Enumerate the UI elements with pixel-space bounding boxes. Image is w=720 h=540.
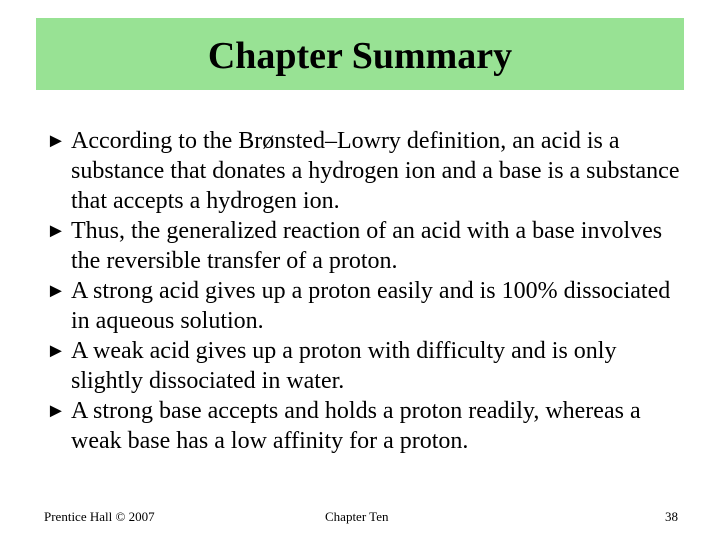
bullet-text: A strong base accepts and holds a proton readily, whereas a weak base has a low affinity for a proton. bbox=[71, 398, 641, 454]
slide-title: Chapter Summary bbox=[207, 35, 513, 77]
triangle-bullet-icon: ► bbox=[46, 280, 66, 302]
bullet-text: Thus, the generalized reaction of an acid with a base involves the reversible transfer of a proton. bbox=[71, 218, 663, 274]
bullet-item bbox=[46, 126, 686, 216]
bullet-item bbox=[46, 216, 686, 276]
triangle-bullet-icon: ► bbox=[46, 400, 66, 422]
bullet-item bbox=[46, 396, 686, 456]
footer-copyright: Prentice Hall © 2007 bbox=[44, 509, 155, 524]
triangle-bullet-icon: ► bbox=[46, 130, 66, 152]
bullet-item bbox=[46, 336, 686, 396]
bullet-text: A strong acid gives up a proton easily and is 100% dissociated in aqueous solution. bbox=[71, 278, 671, 334]
triangle-bullet-icon: ► bbox=[46, 220, 66, 242]
bullet-item bbox=[46, 276, 686, 336]
bullet-text: A weak acid gives up a proton with difficulty and is only slightly dissociated in water. bbox=[71, 338, 617, 394]
footer-chapter: Chapter Ten bbox=[325, 509, 389, 524]
title-banner bbox=[36, 18, 684, 90]
bullet-list bbox=[46, 126, 686, 456]
page-number: 38 bbox=[665, 509, 678, 524]
triangle-bullet-icon: ► bbox=[46, 340, 66, 362]
bullet-text: According to the Brønsted–Lowry definition, an acid is a substance that donates a hydrogen ion and a base is a substance that accepts a hydrogen ion. bbox=[71, 128, 680, 214]
